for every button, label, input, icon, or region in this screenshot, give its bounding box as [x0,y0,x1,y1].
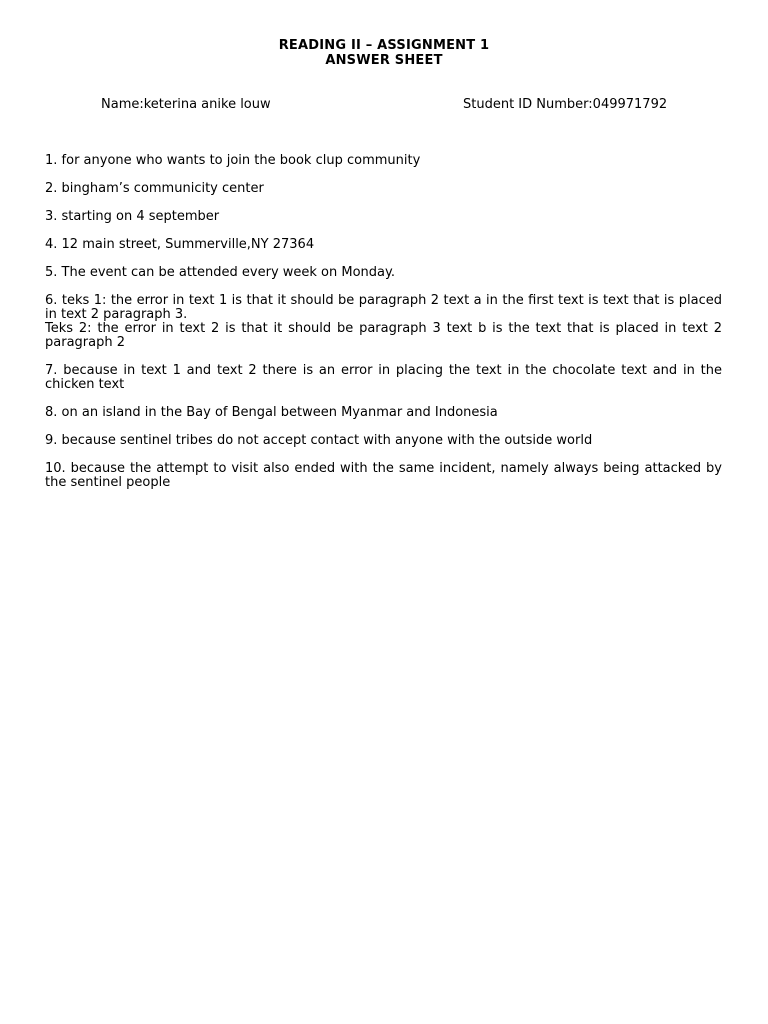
answer-4 [45,238,722,252]
answer-text-continued: Teks 2: the error in text 2 is that it should be paragraph 3 text b is the text that is placed in text 2 paragraph 2 [45,321,722,350]
answers-list [45,154,722,504]
answer-text: 5. The event can be attended every week on Monday. [45,265,395,280]
name-value: keterina anike louw [143,97,271,112]
answer-6 [45,294,722,350]
assignment-title: READING II – ASSIGNMENT 1 [278,38,490,53]
answer-text: 8. on an island in the Bay of Bengal between Myanmar and Indonesia [45,405,498,420]
answer-text: 6. teks 1: the error in text 1 is that it should be paragraph 2 text a in the first text is text that is placed in text 2 paragraph 3. [45,293,722,322]
answer-text: 2. bingham’s communicity center [45,181,264,196]
student-id-label: Student ID Number: [463,97,593,112]
student-id-line [463,97,667,112]
answer-3 [45,210,722,224]
student-id-value: 049971792 [592,97,668,112]
answer-10 [45,462,722,490]
answer-text: 10. because the attempt to visit also ended with the same incident, namely always being attacked by the sentinel people [45,461,722,490]
document-title [0,38,768,68]
name-label: Name: [101,97,144,112]
answer-2 [45,182,722,196]
answer-5 [45,266,722,280]
answer-7 [45,364,722,392]
answer-8 [45,406,722,420]
answer-text: 9. because sentinel tribes do not accept contact with anyone with the outside world [45,433,593,448]
answer-1 [45,154,722,168]
answer-sheet-heading: ANSWER SHEET [325,53,443,68]
answer-9 [45,434,722,448]
answer-text: 4. 12 main street, Summerville,NY 27364 [45,237,315,252]
answer-text: 3. starting on 4 september [45,209,220,224]
student-name-line [101,97,271,112]
answer-text: 7. because in text 1 and text 2 there is an error in placing the text in the chocolate text and in the chicken text [45,363,722,392]
answer-text: 1. for anyone who wants to join the book clup community [45,153,421,168]
